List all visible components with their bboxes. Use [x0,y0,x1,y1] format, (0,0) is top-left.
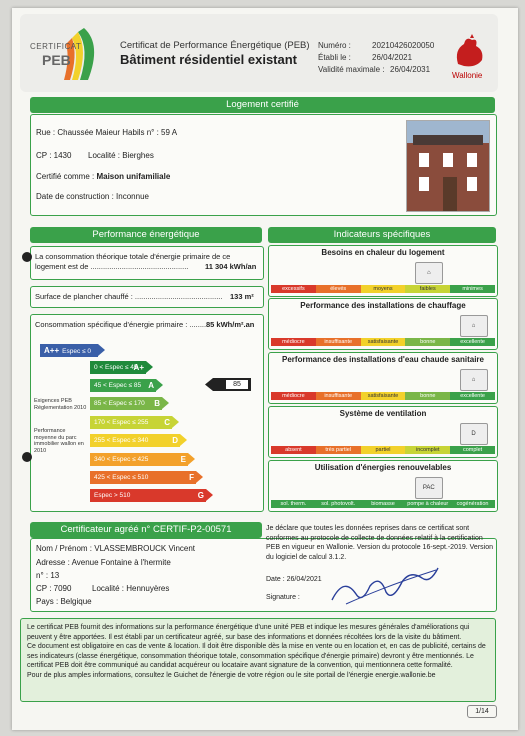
footer-paragraph-3: Pour de plus amples informations, consultez le Guichet de l'énergie de votre région ou le site portail de l'énergie energie.wallonie.be [27,671,436,679]
header-meta [318,40,458,80]
indicator-scale-step: médiocre [271,392,316,400]
logo-text-certificat: CERTIFICAT [30,42,82,51]
indicator-title: Système de ventilation [339,409,427,418]
indicator-scale-step: biomasse [361,500,406,508]
cert-date: Date : 26/04/2021 [266,576,322,583]
energy-class-range: 425 < Espec ≤ 510 [94,474,149,481]
energy-class-C [90,416,172,429]
energy-class-letter: A+ [133,363,144,372]
energy-class-range: 85 < Espec ≤ 170 [94,400,145,407]
indicator-scale-step: partiel [361,446,406,454]
energy-class-A+ [90,361,146,374]
logement-cp: CP : 1430 [36,151,72,160]
energy-class-E [90,453,188,466]
cert-pays: Pays : Belgique [36,597,92,606]
indicator-mark-icon: ⌂ [415,262,443,284]
indicator-scale [271,500,495,508]
indicator-scale-step: moyens [361,285,406,293]
numero-label: Numéro : [318,41,351,50]
indicator-mark-icon: D [460,423,488,445]
indicator-box [268,406,498,458]
specifique-text: Consommation spécifique d'énergie primaire : ......... [35,320,209,329]
indicator-scale-step: sol. therm. [271,500,316,508]
cert-nom: Nom / Prénom : VLASSEMBROUCK Vincent [36,544,196,553]
energy-class-letter: D [172,436,178,445]
energy-class-letter: G [197,491,204,500]
energy-class-range: 0 < Espec ≤ 45 [94,364,138,371]
indicator-scale-step: complet [450,446,495,454]
energy-class-letter: C [164,418,170,427]
indicator-scale-step: pompe à chaleur [407,501,449,507]
punch-hole-bottom [22,452,32,462]
indicator-scale-step: sol. photovolt. [316,500,361,508]
specifique-value: 85 kWh/m².an [206,320,255,329]
indicator-mark-icon: ⌂ [460,315,488,337]
current-value-marker [205,378,251,391]
indicator-box [268,352,498,404]
peb-logo [28,24,108,84]
header-title: Certificat de Performance Énergétique (PEB) [120,40,310,51]
indicator-title: Performance des installations d'eau chaude sanitaire [282,355,484,364]
energy-class-range: Espec > 510 [94,492,131,499]
logement-localite: Localité : Bierghes [88,151,154,160]
indicator-scale-step: médiocre [271,338,316,346]
energy-class-range: Espec ≤ 0 [62,348,91,355]
indicator-scale [271,446,495,454]
indicator-box [268,245,498,297]
etabli-label: Établi le : [318,53,351,62]
logement-title-bar: Logement certifié [30,97,495,113]
indicator-scale-step: élevés [316,285,361,293]
validite-label: Validité maximale : [318,65,385,74]
indicator-scale-step: insuffisante [316,392,361,400]
indicator-scale-step: minimes [450,285,495,293]
surface-text: Surface de plancher chauffé : .......................................... [35,292,223,301]
indicator-scale [271,285,495,293]
indicator-scale-step: bonne [405,392,450,400]
indicator-scale-step: très partiel [316,446,361,454]
energy-class-range: 340 < Espec ≤ 425 [94,456,149,463]
indicator-box [268,298,498,350]
indicator-scale-step: excessifs [271,285,316,293]
energy-class-B [90,397,162,410]
energy-class-letter: B [154,399,160,408]
conso-value: 11 304 kWh/an [205,262,257,271]
energy-class-letter: A [148,381,154,390]
indicator-box [268,460,498,512]
certificateur-title-bar: Certificateur agréé n° CERTIF-P2-00571 [30,522,262,538]
logement-rue: Rue : Chaussée Maieur Habils n° : 59 A [36,128,178,137]
header-subtitle: Bâtiment résidentiel existant [120,52,297,67]
energy-class-G [90,489,206,502]
cert-localite: Localité : Hennuyères [92,584,170,593]
indicator-scale-step: satisfaisante [361,338,406,346]
validite-value: 26/04/2031 [390,65,431,74]
indicator-scale-step: insuffisante [316,338,361,346]
surface-value: 133 m² [230,292,254,301]
footer-paragraph-2: Ce document est obligatoire en cas de vente & location. Il doit être disponible dès la mise en vente ou en location et, en cas de publicité, certains de ses indicateurs (classe énergétique, consommation théorique totale, consommation spécifique d'énergie primaire) devront y être mentionnés. Le certificat PEB doit être communiqué au candidat acquéreur ou locataire avant signature de la convention, qui mentionnera cette formalité. [27,643,486,669]
footer-info [20,618,496,702]
cert-cp: CP : 7090 [36,584,72,593]
cert-adresse: Adresse : Avenue Fontaine à l'hermite [36,558,171,567]
logement-construction: Date de construction : Inconnue [36,192,149,201]
indicator-scale-step: excellente [450,338,495,346]
indicator-scale [271,338,495,346]
indicateurs-title-bar: Indicateurs spécifiques [268,227,496,243]
certifie-label: Certifié comme : [36,172,97,181]
handwritten-signature [326,556,446,610]
indicator-title: Performance des installations de chauffage [300,301,466,310]
energy-class-range: 45 < Espec ≤ 85 [94,382,142,389]
cert-declaration: Je déclare que toutes les données reprises dans ce certificat sont conformes au protocole de collecte de données relatif à la certification PEB en vigueur en Wallonie. Version du protocole 16-sept.-2019. Version du logiciel de calcul 3.1.2. [266,525,493,561]
conso-text: La consommation théorique totale d'énergie primaire de ce logement est de ............................................... [35,252,231,271]
cert-signature-label: Signature : [266,594,300,601]
energy-class-range: 255 < Espec ≤ 340 [94,437,149,444]
numero-value: 20210426020050 [372,41,435,50]
page-number: 1/14 [467,705,497,718]
indicator-title: Utilisation d'énergies renouvelables [314,463,452,472]
logo-text-peb: PEB [42,52,71,68]
energy-class-letter: A++ [44,346,60,355]
house-photo [406,120,490,212]
indicator-scale-step: incomplet [405,446,450,454]
energy-class-D [90,434,180,447]
indicator-scale-step: faibles [405,285,450,293]
indicator-title: Besoins en chaleur du logement [321,248,445,257]
etabli-value: 26/04/2021 [372,53,413,62]
note-moyenne: Performance moyenne du parc immobilier wallon en 2010 [34,428,84,454]
indicator-scale-step: cogénération [450,500,495,508]
energy-class-letter: F [189,473,194,482]
performance-title-bar: Performance énergétique [30,227,262,243]
indicator-scale [271,392,495,400]
energy-class-F [90,471,196,484]
energy-class-letter: E [180,455,186,464]
indicator-mark-icon: ⌂ [460,369,488,391]
indicator-scale-step: satisfaisante [361,392,406,400]
indicator-scale-step: absent [271,446,316,454]
indicator-scale-step: bonne [405,338,450,346]
indicator-scale-step: excellente [450,392,495,400]
energy-class-A [90,379,156,392]
energy-class-A++ [40,344,98,357]
current-value: 85 [233,381,241,388]
punch-hole-top [22,252,32,262]
energy-class-range: 170 < Espec ≤ 255 [94,419,149,426]
logement-certifie [36,172,170,181]
certifie-value: Maison unifamiliale [96,172,171,181]
indicator-mark-icon: PAC [415,477,443,499]
wallonie-label: Wallonie [452,71,483,80]
footer-paragraph-1: Le certificat PEB fournit des informations sur la performance énergétique d'une unité PEB et indique les mesures générales d'améliorations qui peuvent y être apportées. Il est établi par un certificateur agréé, sur base des informations et données récoltées lors de la visite du bâtiment. [27,624,470,641]
cert-numero: n° : 13 [36,571,60,580]
note-exigences: Exigences PEB Réglementation 2010 [34,398,87,411]
